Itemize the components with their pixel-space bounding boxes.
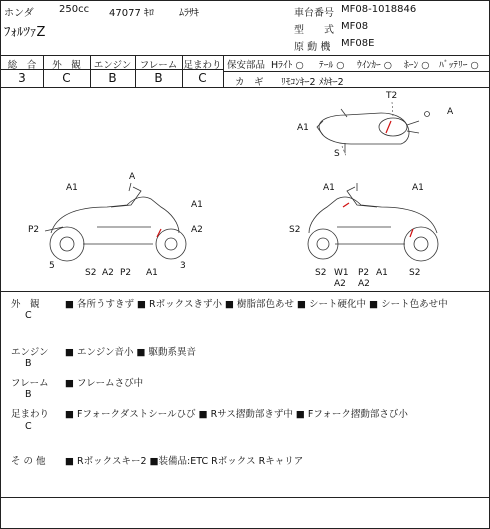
label-s2: S2 — [85, 268, 97, 278]
label-a1: A1 — [191, 200, 203, 210]
note-label-exterior: 外 観 — [11, 299, 40, 310]
note-grade-suspension: C — [25, 421, 32, 432]
label-5: 5 — [49, 261, 55, 271]
note-label-suspension: 足まわり — [11, 409, 50, 420]
damage-diagram — [1, 1, 489, 291]
maker: ホンダ — [4, 8, 34, 19]
damage-mark — [386, 121, 391, 133]
label-a1: A1 — [412, 183, 424, 193]
equip-winker: ｳｲﾝｶｰ ○ — [357, 60, 393, 71]
type-label: 型 式 — [294, 25, 334, 36]
label-a: A — [447, 107, 454, 117]
label-a1: A1 — [323, 183, 335, 193]
frame-no: MF08-1018846 — [341, 4, 417, 15]
frame-no-label: 車台番号 — [294, 8, 334, 19]
body-color: ﾑﾗｻｷ — [179, 8, 199, 19]
note-label-engine: エンジン — [11, 347, 49, 358]
grade-engine: B — [108, 71, 117, 85]
label-p2: P2 — [358, 268, 370, 278]
key-value: ﾘﾓｺﾝｷｰ2 ﾒｶｷｰ2 — [281, 77, 344, 88]
note-text-engine: ■ エンジン音小 ■ 駆動系異音 — [65, 347, 197, 358]
note-grade-exterior: C — [25, 310, 32, 321]
damage-mark — [343, 203, 349, 207]
label-s2: S2 — [289, 225, 301, 235]
equip-tail: ﾃｰﾙ ○ — [319, 60, 345, 71]
grade-frame: B — [154, 71, 163, 85]
label-a2: A2 — [358, 279, 370, 289]
engine-label: 原 動 機 — [294, 42, 331, 53]
label-a2: A2 — [334, 279, 346, 289]
rule — [1, 497, 489, 498]
equip-horn: ﾎｰﾝ ○ — [404, 60, 430, 71]
rule — [1, 291, 489, 292]
label-p2: P2 — [28, 225, 40, 235]
mileage: 47077 ｷﾛ — [109, 8, 154, 19]
model-name: ﾌｫﾙﾂｧZ — [4, 25, 46, 40]
left-view-scooter — [45, 183, 186, 261]
note-grade-engine: B — [25, 358, 32, 369]
grade-header-engine: エンジン — [93, 60, 132, 71]
displacement: 250cc — [59, 4, 90, 15]
label-a: A — [129, 172, 136, 182]
note-label-frame: フレーム — [11, 378, 49, 389]
engine-value: MF08E — [341, 38, 375, 49]
label-3: 3 — [180, 261, 186, 271]
note-grade-frame: B — [25, 389, 32, 400]
grade-header-frame: フレーム — [139, 60, 178, 71]
equip-headlight: Hﾗｲﾄ ○ — [271, 60, 304, 71]
grade-overall: 3 — [18, 71, 26, 85]
label-a1: A1 — [297, 123, 309, 133]
note-text-exterior: ■ 各所うすきず ■ Rボックスきず小 ■ 樹脂部色あせ ■ シート硬化中 ■ シート色あせ中 — [65, 299, 448, 310]
grade-header-suspension: 足まわり — [183, 60, 222, 71]
label-a2: A2 — [102, 268, 114, 278]
equip-battery: ﾊﾞｯﾃﾘｰ ○ — [439, 60, 479, 71]
grade-exterior: C — [62, 71, 71, 85]
label-a1: A1 — [66, 183, 78, 193]
equipment-label: 保安部品 — [227, 60, 266, 71]
note-text-frame: ■ フレームさび中 — [65, 378, 144, 389]
right-view-scooter — [308, 183, 438, 261]
grade-header-exterior: 外 観 — [52, 60, 81, 71]
label-p2: P2 — [120, 268, 132, 278]
label-s2: S2 — [409, 268, 421, 278]
grade-suspension: C — [198, 71, 207, 85]
note-text-other: ■ Rボックスキー2 ■装備品:ETC Rボックス Rキャリア — [65, 456, 304, 467]
label-s: S — [334, 149, 340, 159]
grade-header-overall: 総 合 — [7, 60, 37, 71]
note-label-other: そ の 他 — [11, 456, 46, 467]
label-a1: A1 — [146, 268, 158, 278]
note-text-suspension: ■ Fフォークダストシールひび ■ Rサス摺動部きず中 ■ Fフォーク摺動部さび小 — [65, 409, 408, 420]
top-view-scooter — [317, 109, 430, 153]
label-t2: T2 — [386, 91, 398, 101]
label-a2: A2 — [191, 225, 203, 235]
label-w1: W1 — [334, 268, 349, 278]
type-value: MF08 — [341, 21, 369, 32]
label-s2: S2 — [315, 268, 327, 278]
key-label: カ ギ — [235, 77, 264, 88]
label-a1: A1 — [376, 268, 388, 278]
